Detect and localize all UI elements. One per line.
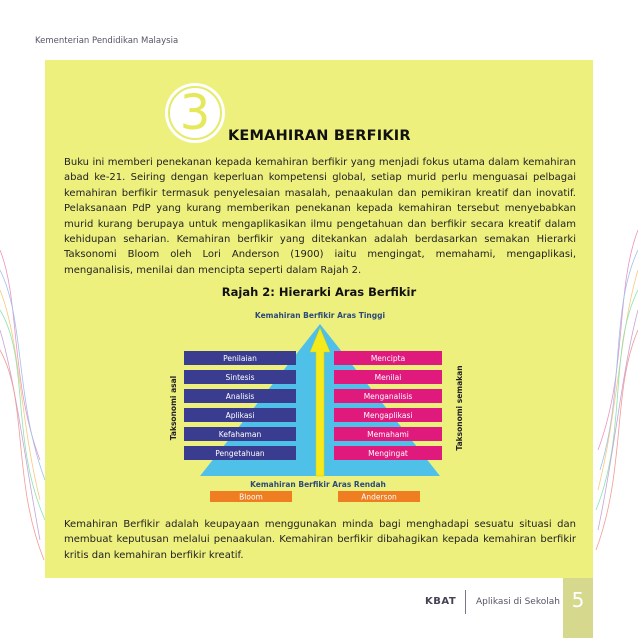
- intro-paragraph: Buku ini memberi penekanan kepada kemahiran berfikir yang menjadi fokus utama dalam kemahiran abad ke-21. Seiring dengan keperluan kompetensi global, setiap murid perlu menguasai pelbagai kemahiran berfikir termasuk penyelesaian masalah, penaakulan dan pemikiran kreatif dan inovatif. Pelaksanaan PdP yang kurang memberikan penekanan kepada kemahiran tersebut menyebabkan murid kurang berupaya untuk mengaplikasikan ilmu pengetahuan dan berfikir secara kreatif dalam kehidupan seharian. Kemahiran berfikir yang ditekankan adalah berdasarkan semakan Hierarki Taksonomi Bloom oleh Lori Anderson (1900) iaitu mengingat, memahami, mengaplikasi, menganalisis, menilai dan mencipta seperti dalam Rajah 2.: [64, 157, 576, 276]
- anderson-tag-label: Anderson: [361, 492, 397, 502]
- right-axis-label: Taksonomi semakan: [455, 365, 464, 451]
- thinking-hierarchy-pyramid: [170, 308, 470, 508]
- section-number-badge: 3: [168, 86, 222, 140]
- bloom-level-6: Pengetahuan: [215, 449, 265, 458]
- page-number: 5: [571, 588, 585, 612]
- top-level-label: Kemahiran Berfikir Aras Tinggi: [254, 311, 386, 320]
- section-title: KEMAHIRAN BERFIKIR: [228, 128, 411, 144]
- anderson-level-4: Mengaplikasi: [363, 411, 413, 420]
- bloom-level-2: Sintesis: [225, 373, 255, 382]
- bloom-level-1: Penilaian: [223, 354, 257, 363]
- anderson-level-2: Menilai: [374, 373, 402, 382]
- footer-application: Aplikasi di Sekolah: [476, 597, 560, 607]
- anderson-level-6: Mengingat: [368, 449, 408, 458]
- ministry-header: Kementerian Pendidikan Malaysia: [35, 36, 179, 46]
- anderson-level-3: Menganalisis: [363, 392, 413, 401]
- bloom-level-5: Kefahaman: [218, 430, 262, 439]
- bloom-tag-label: Bloom: [239, 492, 263, 502]
- footer-separator: [465, 590, 466, 614]
- footer-kbat: KBAT: [425, 596, 457, 607]
- left-axis-label: Taksonomi asal: [169, 375, 178, 441]
- figure-title: Rajah 2: Hierarki Aras Berfikir: [221, 285, 417, 299]
- bloom-level-4: Aplikasi: [225, 411, 255, 420]
- anderson-level-1: Mencipta: [370, 354, 406, 363]
- definition-paragraph: Kemahiran Berfikir adalah keupayaan menggunakan minda bagi menghadapi sesuatu situasi dan membuat keputusan melalui penaakulan. Kemahiran berfikir dibahagikan kepada kemahiran berfikir kritis dan kemahiran berfikir kreatif.: [64, 519, 576, 561]
- bloom-level-3: Analisis: [225, 392, 255, 401]
- anderson-level-5: Memahami: [367, 430, 409, 439]
- bottom-level-label: Kemahiran Berfikir Aras Rendah: [250, 480, 386, 489]
